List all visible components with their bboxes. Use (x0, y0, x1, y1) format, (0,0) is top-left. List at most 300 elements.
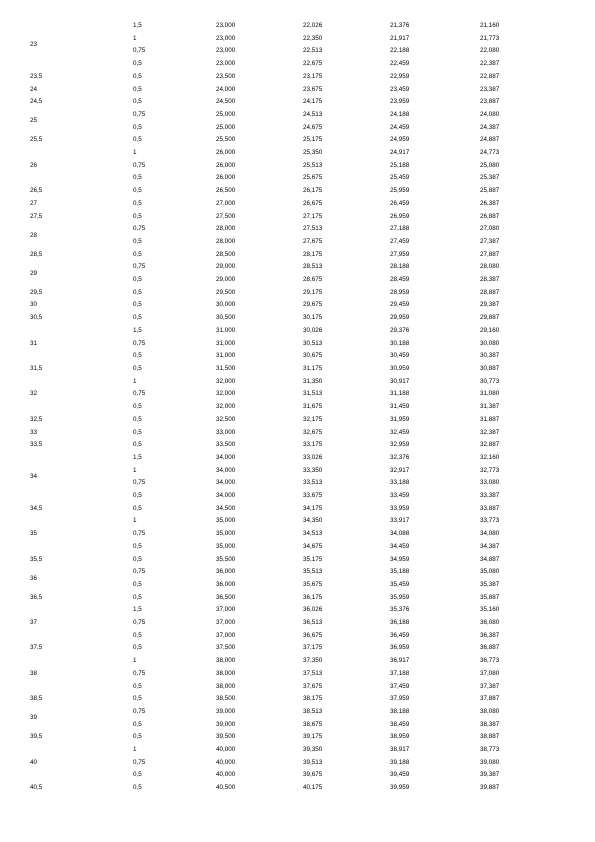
pitch-diameter-cell: 30,175 (303, 314, 323, 322)
major-diameter-cell: 30,000 (216, 301, 236, 309)
pitch-cell: 0,5 (133, 136, 142, 144)
table-row (30, 642, 540, 655)
minor-diameter-external-cell: 34,459 (390, 542, 410, 550)
major-diameter-cell: 40,000 (216, 758, 236, 766)
major-diameter-cell: 32,000 (216, 390, 236, 398)
minor-diameter-internal-cell: 22,080 (480, 47, 500, 55)
minor-diameter-internal-cell: 27,080 (480, 225, 500, 233)
minor-diameter-external-cell: 24,188 (390, 110, 410, 118)
pitch-cell: 0,5 (133, 695, 142, 703)
pitch-cell: 0,5 (133, 644, 142, 652)
pitch-diameter-cell: 31,175 (303, 364, 323, 372)
pitch-diameter-cell: 28,513 (303, 263, 323, 271)
minor-diameter-internal-cell: 29,387 (480, 301, 500, 309)
pitch-cell: 0,5 (133, 492, 142, 500)
pitch-diameter-cell: 34,350 (303, 517, 323, 525)
pitch-cell: 0,5 (133, 301, 142, 309)
minor-diameter-internal-cell: 37,387 (480, 682, 500, 690)
minor-diameter-external-cell: 27,959 (390, 250, 410, 258)
minor-diameter-external-cell: 37,459 (390, 682, 410, 690)
minor-diameter-external-cell: 33,959 (390, 504, 410, 512)
nominal-diameter-cell: 39 (30, 714, 38, 722)
pitch-cell: 0,75 (133, 479, 146, 487)
major-diameter-cell: 35,500 (216, 555, 236, 563)
minor-diameter-external-cell: 33,459 (390, 492, 410, 500)
pitch-cell: 1 (133, 657, 137, 665)
major-diameter-cell: 37,000 (216, 606, 236, 614)
pitch-cell: 0,5 (133, 237, 142, 245)
pitch-diameter-cell: 29,175 (303, 288, 323, 296)
major-diameter-cell: 33,500 (216, 441, 236, 449)
pitch-diameter-cell: 33,026 (303, 453, 323, 461)
minor-diameter-internal-cell: 33,080 (480, 479, 500, 487)
minor-diameter-internal-cell: 25,080 (480, 161, 500, 169)
pitch-diameter-cell: 33,513 (303, 479, 323, 487)
pitch-diameter-cell: 26,175 (303, 187, 323, 195)
nominal-diameter-cell: 31,5 (30, 364, 43, 372)
pitch-diameter-cell: 24,513 (303, 110, 323, 118)
minor-diameter-external-cell: 38,959 (390, 733, 410, 741)
minor-diameter-external-cell: 25,188 (390, 161, 410, 169)
minor-diameter-internal-cell: 29,160 (480, 326, 500, 334)
pitch-cell: 0,5 (133, 85, 142, 93)
minor-diameter-external-cell: 25,459 (390, 174, 410, 182)
nominal-diameter-cell: 36 (30, 574, 38, 582)
nominal-diameter-cell: 28 (30, 231, 38, 239)
pitch-cell: 1 (133, 149, 137, 157)
pitch-cell: 1,5 (133, 606, 142, 614)
table-row (30, 604, 540, 617)
minor-diameter-external-cell: 30,959 (390, 364, 410, 372)
minor-diameter-external-cell: 21,917 (390, 34, 410, 42)
minor-diameter-internal-cell: 34,080 (480, 530, 500, 538)
major-diameter-cell: 40,500 (216, 784, 236, 792)
minor-diameter-internal-cell: 27,887 (480, 250, 500, 258)
table-row (30, 299, 540, 312)
major-diameter-cell: 30,500 (216, 314, 236, 322)
minor-diameter-external-cell: 26,959 (390, 212, 410, 220)
pitch-diameter-cell: 39,675 (303, 771, 323, 779)
pitch-cell: 1,5 (133, 453, 142, 461)
minor-diameter-internal-cell: 23,887 (480, 98, 500, 106)
table-row (30, 414, 540, 427)
minor-diameter-external-cell: 33,917 (390, 517, 410, 525)
pitch-diameter-cell: 25,175 (303, 136, 323, 144)
pitch-diameter-cell: 35,175 (303, 555, 323, 563)
major-diameter-cell: 26,000 (216, 149, 236, 157)
table-row (30, 147, 540, 160)
minor-diameter-internal-cell: 22,387 (480, 60, 500, 68)
major-diameter-cell: 35,000 (216, 530, 236, 538)
table-row (30, 706, 540, 719)
minor-diameter-external-cell: 27,459 (390, 237, 410, 245)
pitch-diameter-cell: 28,175 (303, 250, 323, 258)
pitch-cell: 0,75 (133, 390, 146, 398)
pitch-diameter-cell: 36,513 (303, 619, 323, 627)
nominal-diameter-cell: 29,5 (30, 288, 43, 296)
nominal-diameter-cell: 29 (30, 269, 38, 277)
table-row (30, 287, 540, 300)
minor-diameter-internal-cell: 33,387 (480, 492, 500, 500)
pitch-cell: 0,75 (133, 263, 146, 271)
minor-diameter-external-cell: 26,459 (390, 199, 410, 207)
pitch-cell: 0,5 (133, 60, 142, 68)
pitch-cell: 0,5 (133, 314, 142, 322)
nominal-diameter-cell: 27 (30, 199, 38, 207)
table-row (30, 211, 540, 224)
nominal-diameter-cell: 28,5 (30, 250, 43, 258)
minor-diameter-internal-cell: 24,773 (480, 149, 500, 157)
major-diameter-cell: 26,000 (216, 161, 236, 169)
minor-diameter-internal-cell: 31,387 (480, 403, 500, 411)
minor-diameter-external-cell: 38,188 (390, 707, 410, 715)
minor-diameter-external-cell: 24,959 (390, 136, 410, 144)
pitch-diameter-cell: 36,026 (303, 606, 323, 614)
minor-diameter-internal-cell: 39,080 (480, 758, 500, 766)
minor-diameter-external-cell: 30,459 (390, 352, 410, 360)
nominal-diameter-cell: 30,5 (30, 314, 43, 322)
major-diameter-cell: 32,500 (216, 415, 236, 423)
minor-diameter-external-cell: 33,188 (390, 479, 410, 487)
table-row (30, 134, 540, 147)
pitch-diameter-cell: 40,175 (303, 784, 323, 792)
nominal-diameter-cell: 33,5 (30, 441, 43, 449)
pitch-cell: 0,75 (133, 47, 146, 55)
major-diameter-cell: 23,000 (216, 22, 236, 29)
minor-diameter-external-cell: 38,459 (390, 720, 410, 728)
minor-diameter-internal-cell: 27,387 (480, 237, 500, 245)
pitch-diameter-cell: 25,675 (303, 174, 323, 182)
pitch-cell: 0,5 (133, 555, 142, 563)
minor-diameter-external-cell: 38,917 (390, 746, 410, 754)
minor-diameter-external-cell: 29,959 (390, 314, 410, 322)
table-row (30, 592, 540, 605)
minor-diameter-internal-cell: 32,387 (480, 428, 500, 436)
minor-diameter-external-cell: 35,376 (390, 606, 410, 614)
minor-diameter-internal-cell: 25,887 (480, 187, 500, 195)
minor-diameter-external-cell: 36,188 (390, 619, 410, 627)
major-diameter-cell: 23,000 (216, 34, 236, 42)
minor-diameter-internal-cell: 24,887 (480, 136, 500, 144)
pitch-cell: 1,5 (133, 22, 142, 29)
minor-diameter-internal-cell: 30,773 (480, 377, 500, 385)
table-row (30, 744, 540, 757)
nominal-diameter-cell: 34,5 (30, 504, 43, 512)
minor-diameter-external-cell: 28,459 (390, 276, 410, 284)
major-diameter-cell: 32,000 (216, 377, 236, 385)
pitch-cell: 0,75 (133, 669, 146, 677)
major-diameter-cell: 25,000 (216, 123, 236, 131)
minor-diameter-external-cell: 39,959 (390, 784, 410, 792)
pitch-diameter-cell: 39,350 (303, 746, 323, 754)
minor-diameter-internal-cell: 28,387 (480, 276, 500, 284)
pitch-diameter-cell: 38,513 (303, 707, 323, 715)
major-diameter-cell: 26,500 (216, 187, 236, 195)
major-diameter-cell: 37,000 (216, 619, 236, 627)
minor-diameter-internal-cell: 33,887 (480, 504, 500, 512)
thread-dimensions-table (30, 20, 540, 795)
major-diameter-cell: 34,500 (216, 504, 236, 512)
nominal-diameter-cell: 24 (30, 85, 38, 93)
nominal-diameter-cell: 39,5 (30, 733, 43, 741)
minor-diameter-internal-cell: 37,080 (480, 669, 500, 677)
table-row (30, 515, 540, 528)
nominal-diameter-cell: 26 (30, 161, 38, 169)
minor-diameter-external-cell: 39,459 (390, 771, 410, 779)
pitch-cell: 0,5 (133, 593, 142, 601)
pitch-cell: 0,5 (133, 72, 142, 80)
minor-diameter-external-cell: 29,376 (390, 326, 410, 334)
nominal-diameter-cell: 30 (30, 301, 38, 309)
table-row (30, 325, 540, 338)
pitch-cell: 0,5 (133, 250, 142, 258)
pitch-diameter-cell: 37,175 (303, 644, 323, 652)
major-diameter-cell: 35,000 (216, 542, 236, 550)
minor-diameter-internal-cell: 35,080 (480, 568, 500, 576)
pitch-cell: 0,5 (133, 784, 142, 792)
table-row (30, 693, 540, 706)
minor-diameter-external-cell: 32,959 (390, 441, 410, 449)
pitch-diameter-cell: 33,175 (303, 441, 323, 449)
nominal-diameter-cell: 32 (30, 390, 38, 398)
minor-diameter-internal-cell: 35,387 (480, 580, 500, 588)
pitch-cell: 0,5 (133, 441, 142, 449)
minor-diameter-external-cell: 34,088 (390, 530, 410, 538)
table-row (30, 312, 540, 325)
pitch-diameter-cell: 33,350 (303, 466, 323, 474)
minor-diameter-external-cell: 28,188 (390, 263, 410, 271)
table-row (30, 223, 540, 236)
pitch-diameter-cell: 23,675 (303, 85, 323, 93)
pitch-cell: 1 (133, 34, 137, 42)
pitch-cell: 0,5 (133, 352, 142, 360)
major-diameter-cell: 35,000 (216, 517, 236, 525)
table-row (30, 655, 540, 668)
table-row (30, 566, 540, 579)
nominal-diameter-cell: 25 (30, 117, 38, 125)
major-diameter-cell: 38,000 (216, 682, 236, 690)
minor-diameter-internal-cell: 25,387 (480, 174, 500, 182)
nominal-diameter-cell: 38 (30, 669, 38, 677)
minor-diameter-external-cell: 32,376 (390, 453, 410, 461)
minor-diameter-external-cell: 25,959 (390, 187, 410, 195)
pitch-cell: 0,75 (133, 530, 146, 538)
nominal-diameter-cell: 36,5 (30, 593, 43, 601)
major-diameter-cell: 31,000 (216, 326, 236, 334)
nominal-diameter-cell: 40 (30, 758, 38, 766)
minor-diameter-internal-cell: 35,887 (480, 593, 500, 601)
pitch-diameter-cell: 29,675 (303, 301, 323, 309)
table-row (30, 261, 540, 274)
pitch-diameter-cell: 38,675 (303, 720, 323, 728)
pitch-cell: 0,5 (133, 288, 142, 296)
table-row (30, 731, 540, 744)
pitch-diameter-cell: 32,175 (303, 415, 323, 423)
minor-diameter-external-cell: 36,917 (390, 657, 410, 665)
minor-diameter-internal-cell: 34,387 (480, 542, 500, 550)
minor-diameter-internal-cell: 32,160 (480, 453, 500, 461)
minor-diameter-external-cell: 31,459 (390, 403, 410, 411)
major-diameter-cell: 27,500 (216, 212, 236, 220)
minor-diameter-external-cell: 36,459 (390, 631, 410, 639)
pitch-diameter-cell: 36,675 (303, 631, 323, 639)
pitch-diameter-cell: 37,675 (303, 682, 323, 690)
minor-diameter-internal-cell: 30,080 (480, 339, 500, 347)
pitch-cell: 0,75 (133, 758, 146, 766)
minor-diameter-internal-cell: 30,387 (480, 352, 500, 360)
major-diameter-cell: 36,000 (216, 568, 236, 576)
pitch-diameter-cell: 25,513 (303, 161, 323, 169)
pitch-diameter-cell: 22,026 (303, 22, 323, 29)
pitch-diameter-cell: 27,675 (303, 237, 323, 245)
minor-diameter-internal-cell: 34,887 (480, 555, 500, 563)
pitch-cell: 0,5 (133, 682, 142, 690)
nominal-diameter-cell: 34 (30, 472, 38, 480)
table-row (30, 503, 540, 516)
minor-diameter-external-cell: 24,917 (390, 149, 410, 157)
pitch-diameter-cell: 28,675 (303, 276, 323, 284)
minor-diameter-internal-cell: 31,080 (480, 390, 500, 398)
major-diameter-cell: 23,500 (216, 72, 236, 80)
table-row (30, 376, 540, 389)
pitch-diameter-cell: 22,675 (303, 60, 323, 68)
pitch-cell: 0,5 (133, 174, 142, 182)
minor-diameter-internal-cell: 21,773 (480, 34, 500, 42)
major-diameter-cell: 39,000 (216, 720, 236, 728)
pitch-diameter-cell: 23,175 (303, 72, 323, 80)
pitch-diameter-cell: 22,513 (303, 47, 323, 55)
pitch-diameter-cell: 24,675 (303, 123, 323, 131)
major-diameter-cell: 37,000 (216, 631, 236, 639)
nominal-diameter-cell: 37 (30, 619, 38, 627)
minor-diameter-external-cell: 35,459 (390, 580, 410, 588)
minor-diameter-internal-cell: 38,080 (480, 707, 500, 715)
major-diameter-cell: 34,000 (216, 492, 236, 500)
minor-diameter-internal-cell: 24,080 (480, 110, 500, 118)
pitch-diameter-cell: 30,675 (303, 352, 323, 360)
minor-diameter-internal-cell: 33,773 (480, 517, 500, 525)
major-diameter-cell: 31,000 (216, 339, 236, 347)
major-diameter-cell: 29,000 (216, 276, 236, 284)
minor-diameter-external-cell: 35,959 (390, 593, 410, 601)
table-row (30, 198, 540, 211)
minor-diameter-internal-cell: 36,387 (480, 631, 500, 639)
nominal-diameter-cell: 37,5 (30, 644, 43, 652)
minor-diameter-internal-cell: 32,887 (480, 441, 500, 449)
minor-diameter-internal-cell: 26,887 (480, 212, 500, 220)
pitch-diameter-cell: 31,513 (303, 390, 323, 398)
minor-diameter-external-cell: 36,959 (390, 644, 410, 652)
major-diameter-cell: 39,500 (216, 733, 236, 741)
major-diameter-cell: 27,000 (216, 199, 236, 207)
table-row (30, 20, 540, 33)
pitch-diameter-cell: 35,675 (303, 580, 323, 588)
minor-diameter-external-cell: 27,188 (390, 225, 410, 233)
nominal-diameter-cell: 32,5 (30, 415, 43, 423)
minor-diameter-external-cell: 23,459 (390, 85, 410, 93)
pitch-cell: 1,5 (133, 326, 142, 334)
minor-diameter-external-cell: 24,459 (390, 123, 410, 131)
pitch-cell: 0,5 (133, 428, 142, 436)
major-diameter-cell: 34,000 (216, 479, 236, 487)
minor-diameter-internal-cell: 29,887 (480, 314, 500, 322)
major-diameter-cell: 38,000 (216, 657, 236, 665)
minor-diameter-internal-cell: 36,887 (480, 644, 500, 652)
table-row (30, 554, 540, 567)
major-diameter-cell: 23,000 (216, 47, 236, 55)
minor-diameter-external-cell: 34,959 (390, 555, 410, 563)
pitch-diameter-cell: 34,175 (303, 504, 323, 512)
nominal-diameter-cell: 23 (30, 41, 38, 49)
major-diameter-cell: 36,500 (216, 593, 236, 601)
pitch-diameter-cell: 27,513 (303, 225, 323, 233)
pitch-cell: 0,5 (133, 199, 142, 207)
nominal-diameter-cell: 31 (30, 339, 38, 347)
pitch-cell: 0,5 (133, 580, 142, 588)
pitch-cell: 0,75 (133, 339, 146, 347)
nominal-diameter-cell: 33 (30, 428, 38, 436)
pitch-cell: 1 (133, 746, 137, 754)
pitch-cell: 0,5 (133, 123, 142, 131)
pitch-cell: 0,75 (133, 110, 146, 118)
major-diameter-cell: 28,000 (216, 237, 236, 245)
major-diameter-cell: 29,000 (216, 263, 236, 271)
major-diameter-cell: 32,000 (216, 403, 236, 411)
pitch-cell: 0,5 (133, 542, 142, 550)
minor-diameter-internal-cell: 36,773 (480, 657, 500, 665)
pitch-cell: 0,5 (133, 771, 142, 779)
major-diameter-cell: 24,000 (216, 85, 236, 93)
pitch-cell: 1 (133, 517, 137, 525)
minor-diameter-external-cell: 30,917 (390, 377, 410, 385)
pitch-cell: 0,5 (133, 631, 142, 639)
pitch-cell: 0,5 (133, 212, 142, 220)
pitch-diameter-cell: 22,350 (303, 34, 323, 42)
pitch-diameter-cell: 31,350 (303, 377, 323, 385)
nominal-diameter-cell: 40,5 (30, 784, 43, 792)
table-row (30, 363, 540, 376)
minor-diameter-internal-cell: 35,160 (480, 606, 500, 614)
major-diameter-cell: 28,000 (216, 225, 236, 233)
pitch-diameter-cell: 25,350 (303, 149, 323, 157)
minor-diameter-external-cell: 32,459 (390, 428, 410, 436)
table-row (30, 249, 540, 262)
minor-diameter-internal-cell: 37,887 (480, 695, 500, 703)
nominal-diameter-cell: 23,5 (30, 72, 43, 80)
nominal-diameter-cell: 38,5 (30, 695, 43, 703)
pitch-diameter-cell: 27,175 (303, 212, 323, 220)
table-row (30, 84, 540, 97)
minor-diameter-external-cell: 22,188 (390, 47, 410, 55)
minor-diameter-external-cell: 30,188 (390, 339, 410, 347)
pitch-diameter-cell: 34,675 (303, 542, 323, 550)
minor-diameter-external-cell: 21,376 (390, 22, 410, 29)
pitch-cell: 0,5 (133, 276, 142, 284)
minor-diameter-external-cell: 23,959 (390, 98, 410, 106)
pitch-cell: 0,75 (133, 707, 146, 715)
table-row (30, 439, 540, 452)
minor-diameter-internal-cell: 22,887 (480, 72, 500, 80)
pitch-diameter-cell: 24,175 (303, 98, 323, 106)
minor-diameter-external-cell: 31,188 (390, 390, 410, 398)
minor-diameter-internal-cell: 30,887 (480, 364, 500, 372)
pitch-cell: 0,75 (133, 161, 146, 169)
pitch-cell: 0,5 (133, 733, 142, 741)
major-diameter-cell: 38,500 (216, 695, 236, 703)
table-row (30, 71, 540, 84)
table-body (30, 20, 540, 795)
minor-diameter-internal-cell: 28,080 (480, 263, 500, 271)
